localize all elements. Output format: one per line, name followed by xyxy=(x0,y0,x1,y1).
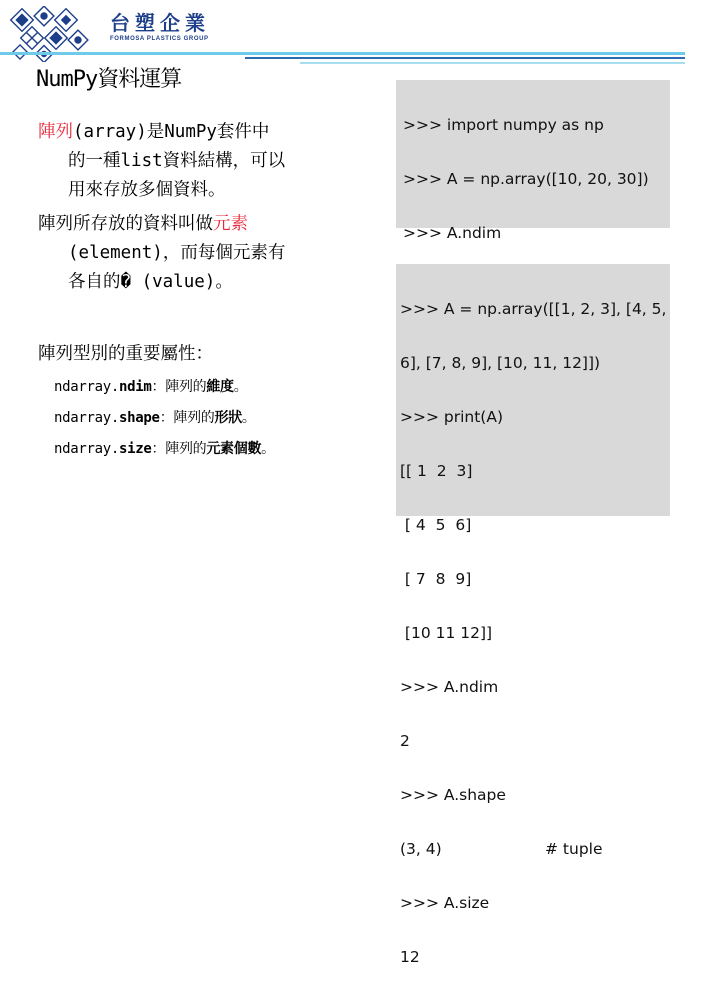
attribute-shape: ndarray.shape：陣列的形狀。 xyxy=(54,410,256,426)
code-line: >>> A.size xyxy=(400,894,490,912)
element-term: 元素 xyxy=(213,214,248,234)
element-description-line-3: 各自的� (value)。 xyxy=(68,272,233,292)
code-comment: # tuple xyxy=(545,840,603,858)
header-divider-light xyxy=(0,52,685,55)
code-line-with-comment: (3, 4) # tuple xyxy=(400,840,603,858)
code-line: 6], [7, 8, 9], [10, 11, 12]]) xyxy=(400,354,601,372)
code-line: >>> A.ndim xyxy=(403,224,502,242)
code-line: [10 11 12]] xyxy=(400,624,493,642)
attributes-heading: 陣列型別的重要屬性： xyxy=(38,344,213,364)
array-description-line-3: 用來存放多個資料。 xyxy=(68,180,226,200)
code-line: >>> A = np.array([10, 20, 30]) xyxy=(403,170,649,188)
header-divider-dark xyxy=(245,57,685,59)
element-description xyxy=(38,210,368,297)
array-description xyxy=(38,118,368,205)
slide-title: NumPy資料運算 xyxy=(36,67,182,92)
code-line: 2 xyxy=(400,732,410,750)
header-divider-pale xyxy=(300,62,685,64)
array-term: 陣列 xyxy=(38,122,73,142)
code-example-1d xyxy=(396,80,670,242)
code-line: >>> print(A) xyxy=(400,408,504,426)
code-line: [ 7 8 9] xyxy=(400,570,472,588)
code-example-2d xyxy=(396,264,670,966)
code-line: >>> A = np.array([[1, 2, 3], [4, 5, xyxy=(400,300,667,318)
array-description-line-1: 陣列(array)是NumPy套件中 xyxy=(38,122,270,142)
attribute-ndim: ndarray.ndim：陣列的維度。 xyxy=(54,379,248,395)
code-line: >>> A.shape xyxy=(400,786,506,804)
attribute-size: ndarray.size：陣列的元素個數。 xyxy=(54,441,275,457)
code-line: >>> import numpy as np xyxy=(403,116,604,134)
element-description-line-1: 陣列所存放的資料叫做元素 xyxy=(38,214,248,234)
element-description-line-2: (element)，而每個元素有 xyxy=(68,243,286,263)
brand-block xyxy=(110,12,220,42)
code-line: 12 xyxy=(400,948,420,966)
attributes-list xyxy=(54,372,275,465)
code-line: [ 4 5 6] xyxy=(400,516,472,534)
code-line: [[ 1 2 3] xyxy=(400,462,473,480)
brand-name-chinese: 台塑企業 xyxy=(110,11,210,35)
array-description-line-2: 的一種list資料結構，可以 xyxy=(68,151,286,171)
code-line: >>> A.ndim xyxy=(400,678,499,696)
brand-name-english: FORMOSA PLASTICS GROUP xyxy=(110,36,209,42)
